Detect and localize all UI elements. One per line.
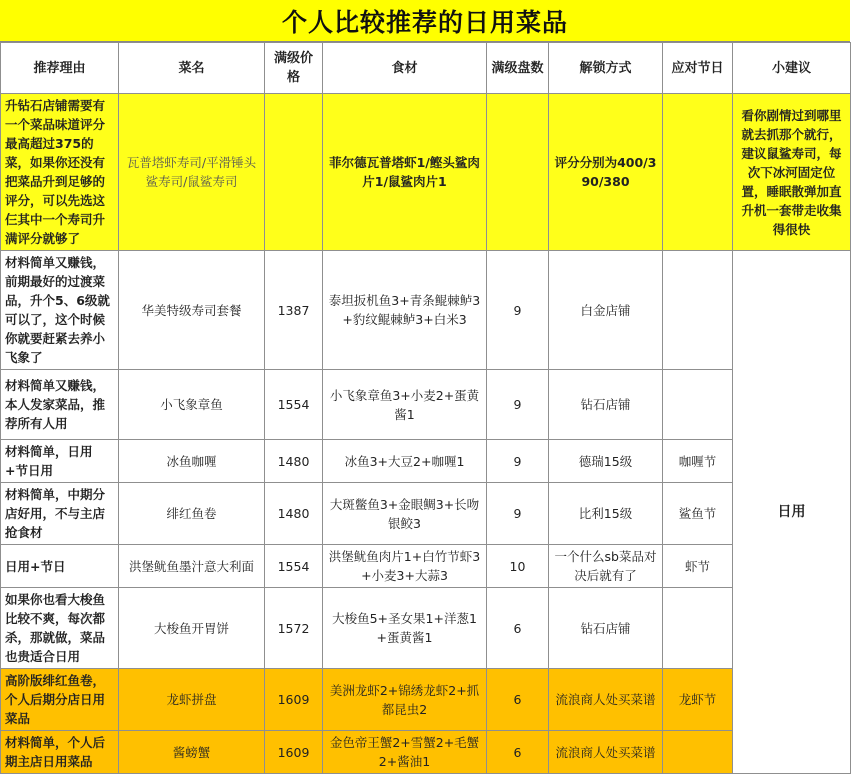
ingredients-cell: 冰鱼3+大豆2+咖喱1 xyxy=(323,440,487,483)
table-row xyxy=(1,483,851,545)
reason-cell: 如果你也看大梭鱼比较不爽，每次都杀，那就做，菜品也贵适合日用 xyxy=(1,588,119,669)
dish-cell: 华美特级寿司套餐 xyxy=(119,251,265,370)
header-dish: 菜名 xyxy=(119,43,265,94)
unlock-cell: 一个什么sb菜品对决后就有了 xyxy=(549,545,663,588)
unlock-cell: 流浪商人处买菜谱 xyxy=(549,731,663,774)
price-cell: 1554 xyxy=(265,370,323,440)
reason-cell: 材料简单，日用+节日用 xyxy=(1,440,119,483)
plates-cell: 9 xyxy=(487,440,549,483)
plates-cell: 9 xyxy=(487,251,549,370)
header-plates: 满级盘数 xyxy=(487,43,549,94)
price-cell: 1554 xyxy=(265,545,323,588)
header-price: 满级价格 xyxy=(265,43,323,94)
festival-cell: 咖喱节 xyxy=(663,440,733,483)
price-cell: 1609 xyxy=(265,669,323,731)
table-row xyxy=(1,731,851,774)
ingredients-cell: 大梭鱼5+圣女果1+洋葱1+蛋黄酱1 xyxy=(323,588,487,669)
table-row xyxy=(1,669,851,731)
reason-cell: 高阶版绯红鱼卷，个人后期分店日用菜品 xyxy=(1,669,119,731)
table-row xyxy=(1,94,851,251)
reason-cell: 材料简单又赚钱，前期最好的过渡菜品，升个5、6级就可以了，这个时候你就要赶紧去养小飞象了 xyxy=(1,251,119,370)
plates-cell: 10 xyxy=(487,545,549,588)
reason-cell: 升钻石店铺需要有一个菜品味道评分最高超过375的菜，如果你还没有把菜品升到足够的评分，可以先选这仨其中一个寿司升满评分就够了 xyxy=(1,94,119,251)
unlock-cell: 德瑞15级 xyxy=(549,440,663,483)
ingredients-cell: 美洲龙虾2+锦绣龙虾2+抓都昆虫2 xyxy=(323,669,487,731)
header-unlock: 解锁方式 xyxy=(549,43,663,94)
tip-cell: 看你剧情过到哪里就去抓那个就行，建议鼠鲨寿司，每次下冰河固定位置，睡眠散弹加直升机一套带走收集得很快 xyxy=(733,94,851,251)
festival-cell: 鲨鱼节 xyxy=(663,483,733,545)
table-row xyxy=(1,251,851,370)
header-ingredients: 食材 xyxy=(323,43,487,94)
ingredients-cell: 大斑鳖鱼3+金眼鲷3+长吻银鲛3 xyxy=(323,483,487,545)
price-cell: 1609 xyxy=(265,731,323,774)
ingredients-cell: 洪堡鱿鱼肉片1+白竹节虾3+小麦3+大蒜3 xyxy=(323,545,487,588)
price-cell: 1572 xyxy=(265,588,323,669)
page-title: 个人比较推荐的日用菜品 xyxy=(0,0,850,42)
header-festival: 应对节日 xyxy=(663,43,733,94)
unlock-cell: 钻石店铺 xyxy=(549,588,663,669)
dish-table xyxy=(0,42,851,774)
reason-cell: 材料简单，个人后期主店日用菜品 xyxy=(1,731,119,774)
table-row xyxy=(1,370,851,440)
dish-cell: 绯红鱼卷 xyxy=(119,483,265,545)
price-cell: 1480 xyxy=(265,483,323,545)
dish-cell: 洪堡鱿鱼墨汁意大利面 xyxy=(119,545,265,588)
festival-cell: 虾节 xyxy=(663,545,733,588)
ingredients-cell: 泰坦扳机鱼3+青条鲲棘鲈3+豹纹鲲棘鲈3+白米3 xyxy=(323,251,487,370)
header-tip: 小建议 xyxy=(733,43,851,94)
ingredients-cell: 金色帝王蟹2+雪蟹2+毛蟹2+酱油1 xyxy=(323,731,487,774)
unlock-cell: 流浪商人处买菜谱 xyxy=(549,669,663,731)
plates-cell: 6 xyxy=(487,731,549,774)
unlock-cell: 比利15级 xyxy=(549,483,663,545)
table-row xyxy=(1,588,851,669)
plates-cell xyxy=(487,94,549,251)
header-reason: 推荐理由 xyxy=(1,43,119,94)
dish-cell: 冰鱼咖喱 xyxy=(119,440,265,483)
dish-cell: 酱螃蟹 xyxy=(119,731,265,774)
plates-cell: 6 xyxy=(487,669,549,731)
table-row xyxy=(1,440,851,483)
reason-cell: 材料简单，中期分店好用，不与主店抢食材 xyxy=(1,483,119,545)
ingredients-cell: 菲尔德瓦普塔虾1/鲣头鲨肉片1/鼠鲨肉片1 xyxy=(323,94,487,251)
festival-cell xyxy=(663,588,733,669)
reason-cell: 材料简单又赚钱，本人发家菜品，推荐所有人用 xyxy=(1,370,119,440)
festival-cell xyxy=(663,370,733,440)
ingredients-cell: 小飞象章鱼3+小麦2+蛋黄酱1 xyxy=(323,370,487,440)
price-cell: 1387 xyxy=(265,251,323,370)
festival-cell xyxy=(663,251,733,370)
price-cell: 1480 xyxy=(265,440,323,483)
plates-cell: 9 xyxy=(487,370,549,440)
merged-tip-cell: 日用 xyxy=(733,251,851,774)
unlock-cell: 评分分别为400/390/380 xyxy=(549,94,663,251)
unlock-cell: 钻石店铺 xyxy=(549,370,663,440)
dish-cell: 瓦普塔虾寿司/平滑锤头鲨寿司/鼠鲨寿司 xyxy=(119,94,265,251)
dish-cell: 小飞象章鱼 xyxy=(119,370,265,440)
dish-cell: 大梭鱼开胃饼 xyxy=(119,588,265,669)
dish-cell: 龙虾拼盘 xyxy=(119,669,265,731)
reason-cell: 日用+节日 xyxy=(1,545,119,588)
plates-cell: 9 xyxy=(487,483,549,545)
festival-cell: 龙虾节 xyxy=(663,669,733,731)
unlock-cell: 白金店铺 xyxy=(549,251,663,370)
festival-cell xyxy=(663,731,733,774)
header-row xyxy=(1,43,851,94)
festival-cell xyxy=(663,94,733,251)
table-row xyxy=(1,545,851,588)
plates-cell: 6 xyxy=(487,588,549,669)
price-cell xyxy=(265,94,323,251)
